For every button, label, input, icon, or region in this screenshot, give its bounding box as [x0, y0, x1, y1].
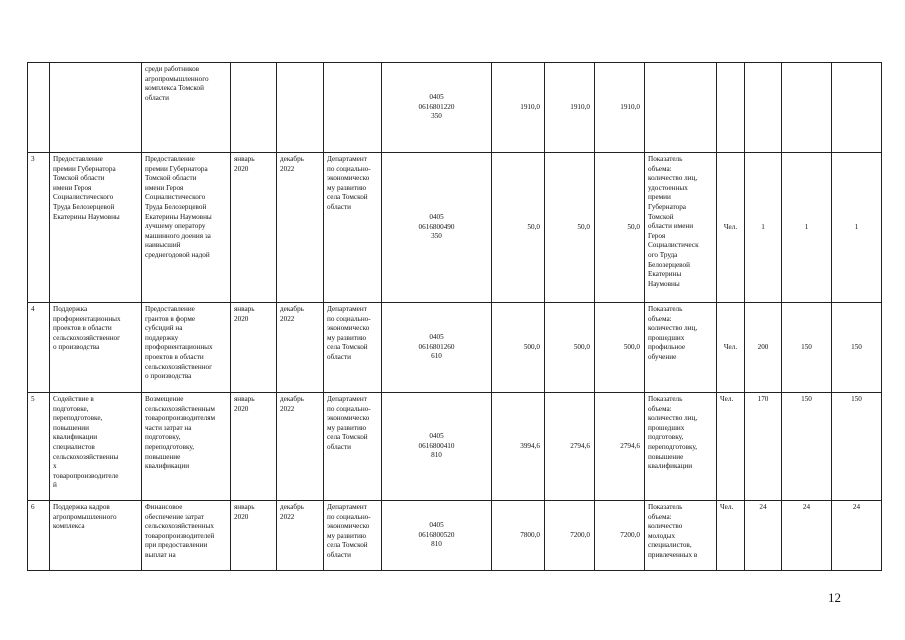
cell-value-1: 24 — [745, 501, 782, 571]
cell-value-2: 150 — [782, 303, 832, 393]
cell-funding-total: 3994,6 — [492, 393, 545, 501]
cell-funding-year-1: 1910,0 — [545, 63, 595, 153]
cell-funding-total: 500,0 — [492, 303, 545, 393]
cell-funding-year-2: 500,0 — [595, 303, 645, 393]
cell-number: 4 — [28, 303, 50, 393]
cell-funding-total: 7800,0 — [492, 501, 545, 571]
cell-indicator — [645, 63, 717, 153]
cell-value-3: 24 — [832, 501, 882, 571]
cell-funding-year-2: 50,0 — [595, 153, 645, 303]
cell-content: Финансовое обеспечение затрат сельскохозяйственных товаропроизводителей при предоставлении выплат на — [142, 501, 231, 571]
cell-start-date — [231, 63, 277, 153]
cell-value-3: 150 — [832, 393, 882, 501]
cell-funding-total: 1910,0 — [492, 63, 545, 153]
cell-funding-year-1: 50,0 — [545, 153, 595, 303]
cell-funding-year-2: 1910,0 — [595, 63, 645, 153]
cell-value-2: 150 — [782, 393, 832, 501]
cell-executor: Департамент по социально- экономическо му развитию села Томской области — [324, 303, 382, 393]
cell-value-2: 1 — [782, 153, 832, 303]
cell-value-3: 1 — [832, 153, 882, 303]
cell-value-1: 1 — [745, 153, 782, 303]
cell-number — [28, 63, 50, 153]
cell-number: 3 — [28, 153, 50, 303]
cell-unit: Чел. — [717, 153, 745, 303]
cell-value-3 — [832, 63, 882, 153]
cell-unit: Чел. — [717, 501, 745, 571]
cell-end-date: декабрь 2022 — [277, 501, 324, 571]
table-row — [28, 303, 882, 393]
cell-content: Возмещение сельскохозяйственным товаропроизводителям части затрат на подготовку, переподготовку, повышение квалификации — [142, 393, 231, 501]
cell-event: Содействие в подготовке, переподготовке, повышении квалификации специалистов сельскохозяйственны х товаропроизводителе й — [50, 393, 142, 501]
cell-executor: Департамент по социально- экономическо му развитию села Томской области — [324, 393, 382, 501]
cell-budget-code: 0405 0616800410 810 — [382, 393, 492, 501]
cell-start-date: январь 2020 — [231, 393, 277, 501]
cell-executor: Департамент по социально- экономическо му развитию села Томской области — [324, 153, 382, 303]
cell-indicator: Показатель объема: количество лиц, прошедших профильное обучение — [645, 303, 717, 393]
table-row — [28, 63, 882, 153]
cell-start-date: январь 2020 — [231, 153, 277, 303]
cell-funding-year-1: 500,0 — [545, 303, 595, 393]
cell-budget-code: 0405 0616801220 350 — [382, 63, 492, 153]
cell-content: среди работников агропромышленного комплекса Томской области — [142, 63, 231, 153]
cell-end-date — [277, 63, 324, 153]
cell-budget-code: 0405 0616800490 350 — [382, 153, 492, 303]
cell-budget-code: 0405 0616800520 810 — [382, 501, 492, 571]
cell-start-date: январь 2020 — [231, 303, 277, 393]
program-activities-table — [27, 62, 882, 571]
cell-end-date: декабрь 2022 — [277, 393, 324, 501]
cell-executor: Департамент по социально- экономическо му развитию села Томской области — [324, 501, 382, 571]
cell-funding-total: 50,0 — [492, 153, 545, 303]
cell-indicator: Показатель объема: количество молодых специалистов, привлеченных в — [645, 501, 717, 571]
program-table-page — [27, 62, 882, 571]
cell-content: Предоставление премии Губернатора Томской области имени Героя Социалистического Труда Белозерцевой Екатерины Наумовны лучшему оператору машинного доения за наивысший среднегодовой надой — [142, 153, 231, 303]
cell-unit: Чел. — [717, 303, 745, 393]
cell-number: 5 — [28, 393, 50, 501]
cell-value-1 — [745, 63, 782, 153]
cell-start-date: январь 2020 — [231, 501, 277, 571]
cell-number: 6 — [28, 501, 50, 571]
table-row — [28, 501, 882, 571]
cell-value-2 — [782, 63, 832, 153]
table-row — [28, 393, 882, 501]
cell-value-1: 200 — [745, 303, 782, 393]
cell-end-date: декабрь 2022 — [277, 153, 324, 303]
cell-event: Поддержка кадров агропромышленного комплекса — [50, 501, 142, 571]
cell-event: Предоставление премии Губернатора Томской области имени Героя Социалистического Труда Белозерцевой Екатерины Наумовны — [50, 153, 142, 303]
cell-end-date: декабрь 2022 — [277, 303, 324, 393]
cell-unit — [717, 63, 745, 153]
page-number: 12 — [828, 590, 841, 605]
cell-indicator: Показатель объема: количество лиц, прошедших подготовку, переподготовку, повышение квалификации — [645, 393, 717, 501]
cell-funding-year-2: 7200,0 — [595, 501, 645, 571]
cell-executor — [324, 63, 382, 153]
cell-event — [50, 63, 142, 153]
table-row — [28, 153, 882, 303]
cell-value-2: 24 — [782, 501, 832, 571]
cell-value-3: 150 — [832, 303, 882, 393]
cell-funding-year-1: 2794,6 — [545, 393, 595, 501]
cell-budget-code: 0405 0616801260 610 — [382, 303, 492, 393]
cell-indicator: Показатель объема: количество лиц, удостоенных премии Губернатора Томской области имени Героя Социалистическ ого Труда Белозерцевой Екатерины Наумовны — [645, 153, 717, 303]
cell-content: Предоставление грантов в форме субсидий на поддержку профориентационных проектов в области сельскохозяйственног о производства — [142, 303, 231, 393]
cell-event: Поддержка профориентационных проектов в области сельскохозяйственног о производства — [50, 303, 142, 393]
cell-funding-year-1: 7200,0 — [545, 501, 595, 571]
cell-value-1: 170 — [745, 393, 782, 501]
cell-unit: Чел. — [717, 393, 745, 501]
cell-funding-year-2: 2794,6 — [595, 393, 645, 501]
